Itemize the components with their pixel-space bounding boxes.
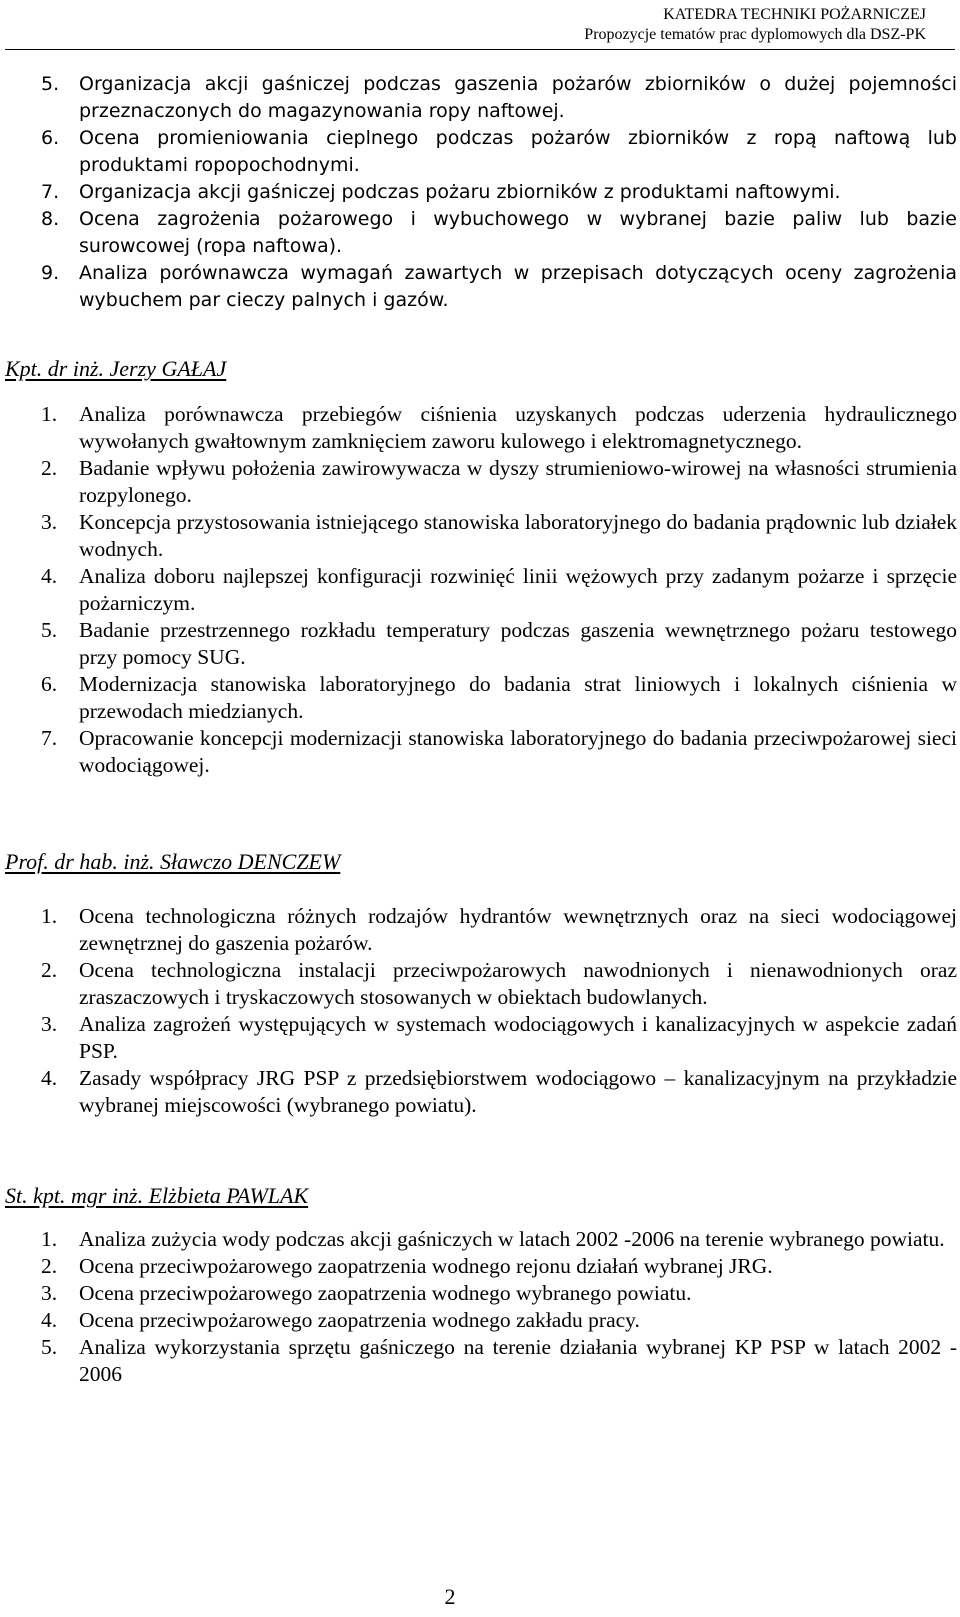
list-item — [5, 903, 957, 957]
item-number: 4. — [41, 1066, 58, 1090]
topic-list — [5, 1226, 957, 1388]
section-continued-topics — [5, 71, 957, 314]
item-number: 5. — [41, 1335, 58, 1359]
supervisor-heading: Kpt. dr inż. Jerzy GAŁAJ — [5, 356, 227, 381]
item-text: Analiza zagrożeń występujących w systemach wodociągowych i kanalizacyjnych w aspekcie zadań PSP. — [79, 1012, 957, 1063]
item-number: 5. — [41, 618, 58, 642]
list-item — [5, 125, 957, 179]
list-item — [5, 725, 957, 779]
list-item — [5, 617, 957, 671]
list-item — [5, 179, 957, 206]
item-text: Analiza doboru najlepszej konfiguracji rozwinięć linii wężowych przy zadanym pożarze i sprzęcie pożarniczym. — [79, 564, 957, 615]
item-text: Analiza porównawcza przebiegów ciśnienia uzyskanych podczas uderzenia hydraulicznego wywołanych gwałtownym zamknięciem zaworu kulowego i elektromagnetycznego. — [79, 402, 957, 453]
list-item — [5, 1280, 957, 1307]
item-text: Modernizacja stanowiska laboratoryjnego do badania strat liniowych i lokalnych ciśnienia w przewodach miedzianych. — [79, 672, 957, 723]
item-number: 1. — [41, 904, 58, 928]
item-number: 5. — [41, 73, 60, 95]
item-text: Ocena przeciwpożarowego zaopatrzenia wodnego zakładu pracy. — [79, 1308, 640, 1332]
list-item — [5, 1307, 957, 1334]
topic-list — [5, 71, 957, 314]
list-item — [5, 206, 957, 260]
page-number: 2 — [444, 1584, 456, 1609]
item-number: 3. — [41, 1012, 58, 1036]
item-number: 6. — [41, 127, 60, 149]
topic-list — [5, 401, 957, 779]
list-item — [5, 563, 957, 617]
list-item — [5, 1334, 957, 1388]
item-text: Opracowanie koncepcji modernizacji stanowiska laboratoryjnego do badania przeciwpożarowej sieci wodociągowej. — [79, 726, 957, 777]
item-number: 2. — [41, 958, 58, 982]
item-text: Ocena technologiczna różnych rodzajów hydrantów wewnętrznych oraz na sieci wodociągowej zewnętrznej do gaszenia pożarów. — [79, 904, 957, 955]
section-denczew-topics — [5, 903, 957, 1119]
list-item — [5, 71, 957, 125]
item-text: Koncepcja przystosowania istniejącego stanowiska laboratoryjnego do badania prądownic lub działek wodnych. — [79, 510, 957, 561]
item-number: 2. — [41, 1254, 58, 1278]
item-text: Ocena przeciwpożarowego zaopatrzenia wodnego wybranego powiatu. — [79, 1281, 692, 1305]
item-text: Analiza porównawcza wymagań zawartych w przepisach dotyczących oceny zagrożenia wybuchem par cieczy palnych i gazów. — [79, 262, 957, 311]
item-text: Ocena zagrożenia pożarowego i wybuchowego w wybranej bazie paliw lub bazie surowcowej (ropa naftowa). — [79, 208, 957, 257]
item-number: 4. — [41, 564, 58, 588]
item-text: Zasady współpracy JRG PSP z przedsiębiorstwem wodociągowo – kanalizacyjnym na przykładzie wybranej miejscowości (wybranego powiatu). — [79, 1066, 957, 1117]
item-text: Organizacja akcji gaśniczej podczas gaszenia pożarów zbiorników o dużej pojemności przeznaczonych do magazynowania ropy naftowej. — [79, 73, 957, 122]
item-text: Organizacja akcji gaśniczej podczas pożaru zbiorników z produktami naftowymi. — [79, 181, 841, 203]
header-subtitle: Propozycje tematów prac dyplomowych dla DSZ-PK — [584, 26, 926, 43]
list-item — [5, 1226, 957, 1253]
item-number: 8. — [41, 208, 60, 230]
list-item — [5, 957, 957, 1011]
section-pawlak-heading-wrap — [5, 1182, 957, 1210]
section-galaj-heading-wrap — [5, 355, 957, 383]
item-number: 9. — [41, 262, 60, 284]
item-number: 6. — [41, 672, 58, 696]
item-number: 4. — [41, 1308, 58, 1332]
list-item — [5, 1011, 957, 1065]
item-text: Badanie przestrzennego rozkładu temperatury podczas gaszenia wewnętrznego pożaru testowego przy pomocy SUG. — [79, 618, 957, 669]
page-header — [584, 5, 926, 45]
item-number: 1. — [41, 1227, 58, 1251]
item-number: 2. — [41, 456, 58, 480]
list-item — [5, 401, 957, 455]
list-item — [5, 260, 957, 314]
item-text: Badanie wpływu położenia zawirowywacza w dyszy strumieniowo-wirowej na własności strumienia rozpylonego. — [79, 456, 957, 507]
section-denczew-heading-wrap — [5, 848, 957, 876]
item-number: 1. — [41, 402, 58, 426]
supervisor-heading: Prof. dr hab. inż. Sławczo DENCZEW — [5, 849, 341, 874]
item-text: Ocena przeciwpożarowego zaopatrzenia wodnego rejonu działań wybranej JRG. — [79, 1254, 773, 1278]
item-text: Ocena promieniowania cieplnego podczas pożarów zbiorników z ropą naftową lub produktami ropopochodnymi. — [79, 127, 957, 176]
list-item — [5, 455, 957, 509]
section-pawlak-topics — [5, 1226, 957, 1388]
supervisor-heading: St. kpt. mgr inż. Elżbieta PAWLAK — [5, 1183, 309, 1208]
list-item — [5, 1253, 957, 1280]
item-number: 7. — [41, 726, 58, 750]
item-text: Analiza wykorzystania sprzętu gaśniczego na terenie działania wybranej KP PSP w latach 2002 - 2006 — [79, 1335, 957, 1386]
list-item — [5, 671, 957, 725]
header-department: KATEDRA TECHNIKI POŻARNICZEJ — [663, 6, 926, 23]
list-item — [5, 509, 957, 563]
item-number: 3. — [41, 510, 58, 534]
header-rule — [5, 49, 955, 50]
item-number: 3. — [41, 1281, 58, 1305]
item-number: 7. — [41, 181, 60, 203]
section-galaj-topics — [5, 401, 957, 779]
item-text: Analiza zużycia wody podczas akcji gaśniczych w latach 2002 -2006 na terenie wybranego powiatu. — [79, 1227, 945, 1251]
item-text: Ocena technologiczna instalacji przeciwpożarowych nawodnionych i nienawodnionych oraz zraszaczowych i tryskaczowych stosowanych w obiektach budowlanych. — [79, 958, 957, 1009]
list-item — [5, 1065, 957, 1119]
topic-list — [5, 903, 957, 1119]
